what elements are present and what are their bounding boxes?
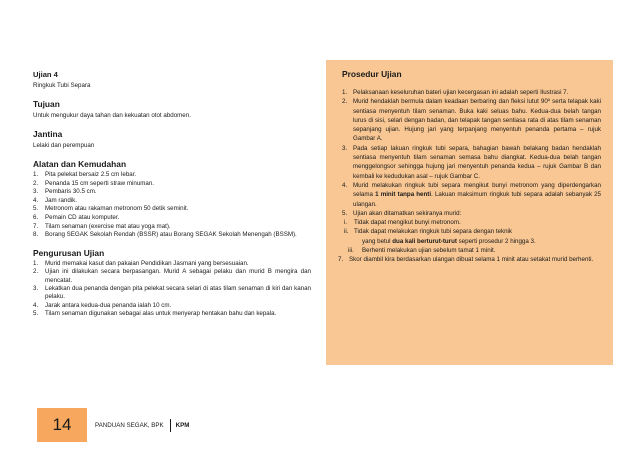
list-item: 1. Pita pelekat bersaiz 2.5 cm lebar. [33, 171, 137, 178]
list-item: 7. Tilam senaman (exercise mat atau yoga mat). [33, 222, 171, 230]
org-name: KPM [175, 421, 190, 429]
list-item: 1. Murid memakai kasut dan pakaian Pendidikan Jasmani yang bersesuaian. [33, 259, 249, 267]
list-item: 5. Ujian akan ditamatkan sekiranya murid: [342, 209, 462, 217]
prosedur-list [342, 88, 601, 218]
sub-item: iii. Berhenti melakukan ujian sebelum tamat 1 minit. [348, 247, 496, 255]
emphasis-text: dua kali berturut-turut [392, 237, 457, 245]
jantina-heading: Jantina [33, 129, 63, 139]
list-item: 2. Penanda 15 cm seperti straw minuman. [33, 179, 155, 187]
list-item: 3. Pembaris 30.5 cm. [33, 188, 97, 196]
list-item: 4. Jam randik. [33, 196, 77, 204]
list-item: 8. Borang SEGAK Sekolah Rendah (BSSR) atau Borang SEGAK Sekolah Menengah (BSSM). [33, 231, 297, 239]
tujuan-text: Untuk mengukur daya tahan dan kekuatan otot abdomen. [33, 112, 191, 119]
left-column [33, 70, 311, 319]
footer-divider [170, 419, 171, 432]
list-item: 6. Pemain CD atau komputer. [33, 213, 120, 221]
pengurusan-heading: Pengurusan Ujian [33, 247, 105, 258]
jantina-text: Lelaki dan perempuan [33, 142, 95, 149]
publication-name: PANDUAN SEGAK, BPK [95, 421, 164, 429]
page-footer [37, 408, 189, 442]
alatan-list [33, 171, 311, 240]
alatan-heading: Alatan dan Kemudahan [33, 159, 127, 169]
list-item: 3. Lekatkan dua penanda dengan pita pelekat secara selari di atas tilam senaman di kiri dan kanan pelaku. [33, 284, 311, 301]
list-item: 2. Murid hendaklah bermula dalam keadaan berbaring dan fleksi lutut 90º serta telapak kaki sentiasa menyentuh tilam senaman. Buka kaki seluas bahu. Kedua-dua belah tangan lurus di sisi, selari dengan badan, dan telapak tangan sentiasa rata di atas tilam senaman sepanjang ujian. Hujung jari yang terpanjang menyentuh penanda pertama – rujuk Gambar A. [342, 98, 601, 143]
emphasis-text: 1 minit tanpa henti [375, 191, 432, 199]
tujuan-heading: Tujuan [33, 99, 60, 109]
list-item: 2. Ujian ini dilakukan secara berpasangan. Murid A sebagai pelaku dan murid B mengira dan mencatat. [33, 268, 311, 284]
pengurusan-list [33, 260, 311, 319]
list-item: 4. Murid melakukan ringkuk tubi separa mengikut bunyi metronom yang diperdengarkan selama 1 minit tanpa henti. Lakuan maksimum ringkuk tubi separa adalah sebanyak 25 ulangan. [342, 181, 601, 208]
sub-item: ii. Tidak dapat melakukan ringkuk tubi separa dengan teknik yang betul dua kali berturut-turut seperti prosedur 2 hingga 3. [344, 228, 536, 245]
test-title: Ujian 4 [33, 70, 58, 79]
prosedur-heading: Prosedur Ujian [342, 69, 402, 79]
list-item: 3. Pada setiap lakuan ringkuk tubi separa, bahagian bawah belakang badan hendaklah sentiasa menyentuh tilam senaman semasa bahu diangkat. Kedua-dua belah tangan menggelongsor sehingga hujung jari menyentuh penanda kedua – rujuk Gambar B dan kembali ke kedudukan asal – rujuk Gambar C. [342, 144, 601, 180]
list-item: 7. Skor diambil kira berdasarkan ulangan dibuat selama 1 minit atau setakat murid berhenti. [338, 256, 594, 264]
list-item: 1. Pelaksanaan keseluruhan bateri ujian kecergasan ini adalah seperti Ilustrasi 7. [342, 89, 569, 96]
prosedur-box [326, 60, 613, 365]
test-name: Ringkuk Tubi Separa [33, 82, 91, 89]
prosedur-list-end [338, 255, 601, 264]
page-number: 14 [37, 408, 87, 442]
sub-item: i. Tidak dapat mengikut bunyi metronom. [344, 219, 461, 227]
list-item: 4. Jarak antara kedua-dua penanda ialah 10 cm. [33, 301, 172, 309]
list-item: 5. Metronom atau rakaman metronom 50 detik seminit. [33, 205, 189, 213]
list-item: 5. Tilam senaman digunakan sebagai alas untuk menyerap hentakan bahu dan kepala. [33, 310, 277, 318]
